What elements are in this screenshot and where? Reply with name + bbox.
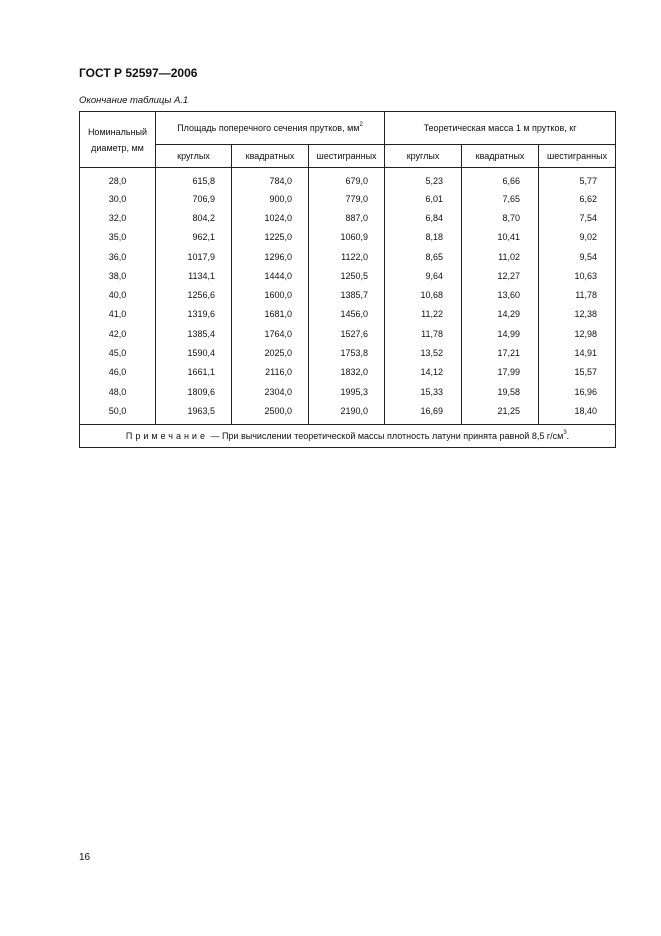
table-row [80,266,616,285]
table-cell: 615,8 [156,168,232,190]
table-cell: 8,65 [385,247,462,266]
table-cell: 1456,0 [309,305,385,324]
table-cell: 2190,0 [309,401,385,424]
table-cell: 9,64 [385,266,462,285]
table-cell: 9,02 [539,228,616,247]
table-cell: 1753,8 [309,343,385,362]
table-cell: 1385,7 [309,285,385,304]
table-cell: 11,02 [462,247,539,266]
table-row [80,208,616,227]
header-area-hex: шестигранных [309,145,385,168]
table-cell: 17,99 [462,363,539,382]
table-caption: Окончание таблицы А.1 [79,95,189,106]
table-cell: 35,0 [80,228,156,247]
table-cell: 1809,6 [156,382,232,401]
table-cell: 14,29 [462,305,539,324]
table-cell: 1681,0 [232,305,309,324]
table-cell: 804,2 [156,208,232,227]
header-mass-hex: шестигранных [539,145,616,168]
header-mass-round: круглых [385,145,462,168]
table-cell: 36,0 [80,247,156,266]
table-row [80,305,616,324]
table-cell: 17,21 [462,343,539,362]
table-cell: 12,27 [462,266,539,285]
table-row [80,343,616,362]
table-cell: 6,62 [539,189,616,208]
table-row [80,189,616,208]
table-cell: 1590,4 [156,343,232,362]
table-cell: 887,0 [309,208,385,227]
table-cell: 2500,0 [232,401,309,424]
table-cell: 1250,5 [309,266,385,285]
table-row [80,228,616,247]
table-cell: 1060,9 [309,228,385,247]
header-area-round: круглых [156,145,232,168]
table-cell: 42,0 [80,324,156,343]
table-cell: 2116,0 [232,363,309,382]
header-area-square: квадратных [232,145,309,168]
table-cell: 11,78 [385,324,462,343]
table-cell: 7,54 [539,208,616,227]
table-cell: 10,63 [539,266,616,285]
table-cell: 16,96 [539,382,616,401]
table-cell: 40,0 [80,285,156,304]
table-cell: 13,60 [462,285,539,304]
table-cell: 10,41 [462,228,539,247]
table-cell: 28,0 [80,168,156,190]
table-note: Примечание — При вычислении теоретической массы плотность латуни принята равной 8,5 $г/см^3$. [80,424,616,447]
table-cell: 8,18 [385,228,462,247]
table-cell: 14,91 [539,343,616,362]
data-table [79,111,616,448]
table-cell: 1256,6 [156,285,232,304]
table-cell: 9,54 [539,247,616,266]
table-cell: 1600,0 [232,285,309,304]
table-cell: 1319,6 [156,305,232,324]
table-cell: 46,0 [80,363,156,382]
table-row [80,285,616,304]
table-cell: 1134,1 [156,266,232,285]
table-cell: 962,1 [156,228,232,247]
table-cell: 13,52 [385,343,462,362]
table-row [80,363,616,382]
table-cell: 11,22 [385,305,462,324]
table-cell: 7,65 [462,189,539,208]
table-cell: 6,84 [385,208,462,227]
header-mass-square: квадратных [462,145,539,168]
table-cell: 41,0 [80,305,156,324]
table-row [80,168,616,190]
table-cell: 18,40 [539,401,616,424]
table-cell: 779,0 [309,189,385,208]
table-cell: 19,58 [462,382,539,401]
table-cell: 32,0 [80,208,156,227]
header-diameter: Номинальный диаметр, мм [80,112,156,168]
table-cell: 1527,6 [309,324,385,343]
table-cell: 1017,9 [156,247,232,266]
table-row [80,247,616,266]
note-label: Примечание [125,430,208,441]
table-cell: 11,78 [539,285,616,304]
table-cell: 12,38 [539,305,616,324]
table-cell: 2304,0 [232,382,309,401]
table-cell: 706,9 [156,189,232,208]
table-cell: 15,57 [539,363,616,382]
table-cell: 1764,0 [232,324,309,343]
table-cell: 1122,0 [309,247,385,266]
table-cell: 21,25 [462,401,539,424]
table-cell: 900,0 [232,189,309,208]
table-cell: 10,68 [385,285,462,304]
table-cell: 1296,0 [232,247,309,266]
table-row [80,382,616,401]
table-cell: 50,0 [80,401,156,424]
header-area-group: Площадь поперечного сечения прутков, $мм^2$ [156,112,385,145]
table-cell: 14,99 [462,324,539,343]
table-cell: 45,0 [80,343,156,362]
document-code: ГОСТ Р 52597—2006 [79,66,198,80]
table-cell: 30,0 [80,189,156,208]
table-cell: 16,69 [385,401,462,424]
table-cell: 1225,0 [232,228,309,247]
table-body [80,168,616,425]
table-cell: 14,12 [385,363,462,382]
table-cell: 6,01 [385,189,462,208]
table-cell: 1832,0 [309,363,385,382]
table-cell: 15,33 [385,382,462,401]
table-cell: 5,77 [539,168,616,190]
table-row [80,324,616,343]
table-cell: 1963,5 [156,401,232,424]
table-cell: 6,66 [462,168,539,190]
table-cell: 38,0 [80,266,156,285]
table-cell: 5,23 [385,168,462,190]
table-cell: 1024,0 [232,208,309,227]
table-cell: 2025,0 [232,343,309,362]
header-mass-group: Теоретическая масса 1 м прутков, кг [385,112,616,145]
table-cell: 1385,4 [156,324,232,343]
table-cell: 679,0 [309,168,385,190]
page-number: 16 [79,852,91,863]
table-cell: 1661,1 [156,363,232,382]
table-cell: 1995,3 [309,382,385,401]
table-cell: 1444,0 [232,266,309,285]
table-row [80,401,616,424]
table-cell: 8,70 [462,208,539,227]
table-cell: 48,0 [80,382,156,401]
table-cell: 12,98 [539,324,616,343]
table-cell: 784,0 [232,168,309,190]
